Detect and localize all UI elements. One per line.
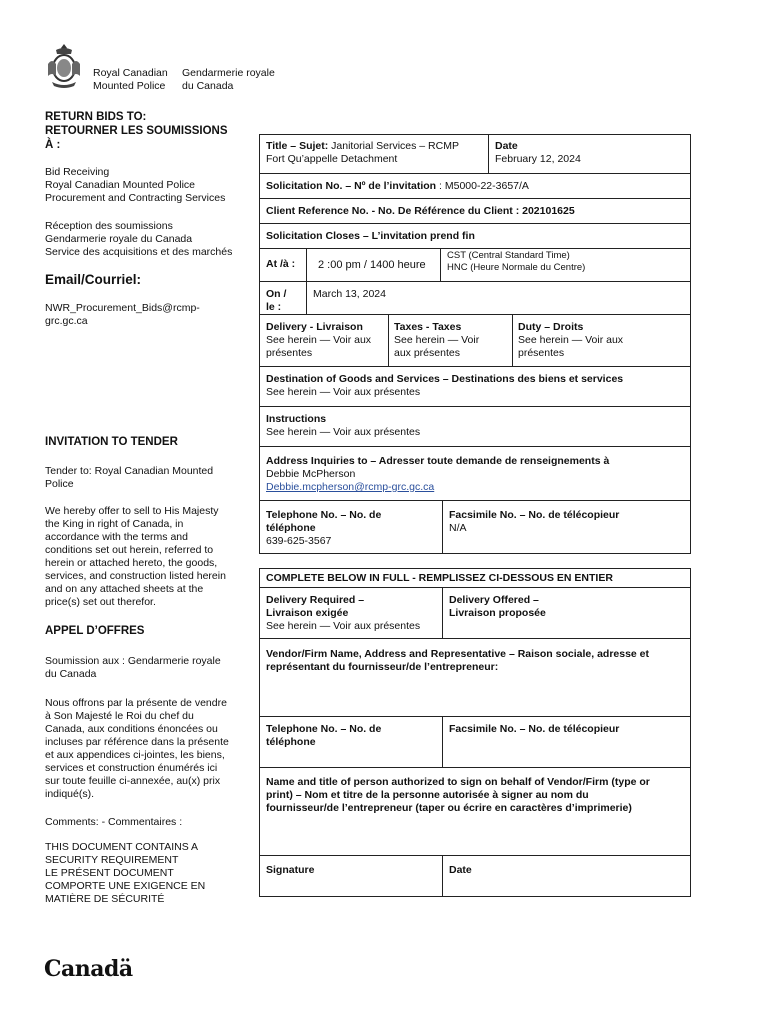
date-field [495,140,581,166]
signature-date-field[interactable]: Date [449,864,472,876]
return-title-line: RETOURNER LES SOUMISSIONS [45,125,228,137]
date-value: February 12, 2024 [495,153,581,165]
security-line: COMPORTE UNE EXIGENCE EN [45,880,206,892]
soumission [45,655,221,681]
address-fr [45,220,232,259]
timezone-line: CST (Central Standard Time) [447,250,570,261]
canada-wordmark: Canadä [44,956,133,982]
security-line: THIS DOCUMENT CONTAINS A [45,841,199,853]
title-label: Title – Sujet: [266,140,329,152]
vendor-facsimile-label: Facsimile No. – No. de télécopieur [449,723,620,735]
delivery-required-value: See herein — Voir aux présentes [266,620,421,632]
security-line: LE PRÉSENT DOCUMENT [45,867,174,879]
delivery-required-label: Delivery Required – [266,594,365,606]
solicitation-number [266,180,529,193]
security-notice [45,841,205,906]
taxes-value: See herein — Voir [394,334,480,346]
duty-value: présentes [518,347,565,359]
address-line: Procurement and Contracting Services [45,192,226,204]
offer-line: herein or attached hereto, the goods, [45,557,218,569]
on-label [266,288,286,314]
delivery-required-field[interactable] [266,594,420,633]
signature-field[interactable]: Signature [266,864,315,876]
address-line: Réception des soumissions [45,220,173,232]
address-line: Gendarmerie royale du Canada [45,233,193,245]
offer-line: sur toute feuille ci-annexée, au(x) prix [45,775,221,787]
delivery-value: présentes [266,347,313,359]
tender-to [45,465,213,491]
instructions-field [266,413,420,439]
delivery-field [266,321,371,360]
instructions-label: Instructions [266,413,327,425]
closing-time: 2 :00 pm / 1400 heure [318,259,426,271]
facsimile-value: N/A [449,522,467,534]
delivery-offered-field[interactable] [449,594,546,620]
comments-label: Comments: - Commentaires : [45,816,183,828]
org-en-line-2: Mounted Police [93,80,166,92]
offer-line: incluses par référence dans la présente [45,736,229,748]
vendor-name-field[interactable] [266,648,649,674]
vendor-telephone-field[interactable] [266,723,381,749]
authorized-person-field[interactable] [266,776,650,815]
solicitation-label: Solicitation No. – Nº de l’invitation [266,180,437,192]
rcmp-crest-icon [44,42,84,90]
title-value-line2: Fort Qu’appelle Detachment [266,153,398,165]
offer-fr [45,697,229,801]
destination-field [266,373,623,399]
offer-line: et aux appendices ci-jointes, les biens, [45,749,225,761]
on-label-line: le : [266,301,282,313]
facsimile-label: Facsimile No. – No. de télécopieur [449,509,620,521]
complete-below-title: COMPLETE BELOW IN FULL - REMPLISSEZ CI-DESSOUS EN ENTIER [266,572,613,584]
facsimile-field [449,509,619,535]
telephone-label: téléphone [266,522,316,534]
appel-title: APPEL D’OFFRES [45,625,145,637]
date-label: Date [495,140,518,152]
client-reference: Client Reference No. - No. De Référence du Client : 202101625 [266,205,575,217]
security-line: SECURITY REQUIREMENT [45,854,179,866]
security-line: MATIÈRE DE SÉCURITÉ [45,893,165,905]
email-line: NWR_Procurement_Bids@rcmp- [45,302,200,314]
timezone [447,250,585,274]
authorized-person-label: Name and title of person authorized to sign on behalf of Vendor/Firm (type or [266,776,650,788]
delivery-required-label: Livraison exigée [266,607,349,619]
title-field [266,140,459,166]
vendor-telephone-label: téléphone [266,736,316,748]
address-line: Royal Canadian Mounted Police [45,179,196,191]
instructions-value: See herein — Voir aux présentes [266,426,421,438]
inquiries-name: Debbie McPherson [266,468,356,480]
delivery-label: Delivery - Livraison [266,321,363,333]
org-en-line-1: Royal Canadian [93,67,168,79]
taxes-value: aux présentes [394,347,460,359]
address-line: Service des acquisitions et des marchés [45,246,233,258]
vendor-telephone-label: Telephone No. – No. de [266,723,382,735]
email-address [45,302,200,328]
title-value: Janitorial Services – RCMP [328,140,459,152]
delivery-value: See herein — Voir aux [266,334,372,346]
offer-line: Nous offrons par la présente de vendre [45,697,227,709]
offer-en [45,505,226,609]
tender-line: Police [45,478,74,490]
return-title-line: RETURN BIDS TO: [45,111,147,123]
on-label-line: On / [266,288,287,300]
taxes-field [394,321,479,360]
offer-line: à Son Majesté le Roi du chef du [45,710,194,722]
offer-line: and on any attached sheets at the [45,583,204,595]
org-fr-line-1: Gendarmerie royale [182,67,275,79]
timezone-line: HNC (Heure Normale du Centre) [447,262,586,273]
return-bids-title [45,110,228,152]
org-name-fr [182,67,275,93]
offer-line: indiqué(s). [45,788,95,800]
authorized-person-label: fournisseur/de l’entrepreneur (taper ou écrire en caractères d’imprimerie) [266,802,632,814]
inquiries-field [266,455,609,494]
offer-line: We hereby offer to sell to His Majesty [45,505,219,517]
offer-line: conditions set out herein, referred to [45,544,214,556]
telephone-field [266,509,381,548]
offer-line: services, and construction listed herein [45,570,226,582]
delivery-offered-label: Delivery Offered – [449,594,539,606]
soumission-line: du Canada [45,668,97,680]
email-label: Email/Courriel: [45,272,142,287]
invitation-title: INVITATION TO TENDER [45,436,178,448]
telephone-value: 639-625-3567 [266,535,332,547]
vendor-label: représentant du fournisseur/de l’entrepreneur: [266,661,499,673]
offer-line: services et construction énumérés ici [45,762,218,774]
soumission-line: Soumission aux : Gendarmerie royale [45,655,221,667]
destination-value: See herein — Voir aux présentes [266,386,421,398]
inquiries-label: Address Inquiries to – Adresser toute demande de renseignements à [266,455,610,467]
offer-line: the King in right of Canada, in [45,518,184,530]
closing-date: March 13, 2024 [313,288,386,300]
solicitation-closes-label: Solicitation Closes – L’invitation prend fin [266,230,475,242]
address-line: Bid Receiving [45,166,110,178]
offer-line: price(s) set out therefor. [45,596,156,608]
solicitation-value: : M5000-22-3657/A [436,180,529,192]
org-name-en [93,67,168,93]
at-label: At /à : [266,258,296,270]
return-title-line: À : [45,139,61,151]
offer-line: Canada, aux conditions énoncées ou [45,723,218,735]
duty-field [518,321,623,360]
duty-value: See herein — Voir aux [518,334,624,346]
offer-line: accordance with the terms and [45,531,188,543]
authorized-person-label: print) – Nom et titre de la personne autorisée à signer au nom du [266,789,589,801]
taxes-label: Taxes - Taxes [394,321,462,333]
org-fr-line-2: du Canada [182,80,234,92]
inquiries-email-link[interactable]: Debbie.mcpherson@rcmp-grc.gc.ca [266,481,435,493]
delivery-offered-label: Livraison proposée [449,607,546,619]
vendor-label: Vendor/Firm Name, Address and Representative – Raison sociale, adresse et [266,648,650,660]
vendor-facsimile-field[interactable] [449,723,619,736]
telephone-label: Telephone No. – No. de [266,509,382,521]
email-line: grc.gc.ca [45,315,88,327]
duty-label: Duty – Droits [518,321,584,333]
tender-line: Tender to: Royal Canadian Mounted [45,465,214,477]
address-en [45,166,225,205]
destination-label: Destination of Goods and Services – Destinations des biens et services [266,373,624,385]
